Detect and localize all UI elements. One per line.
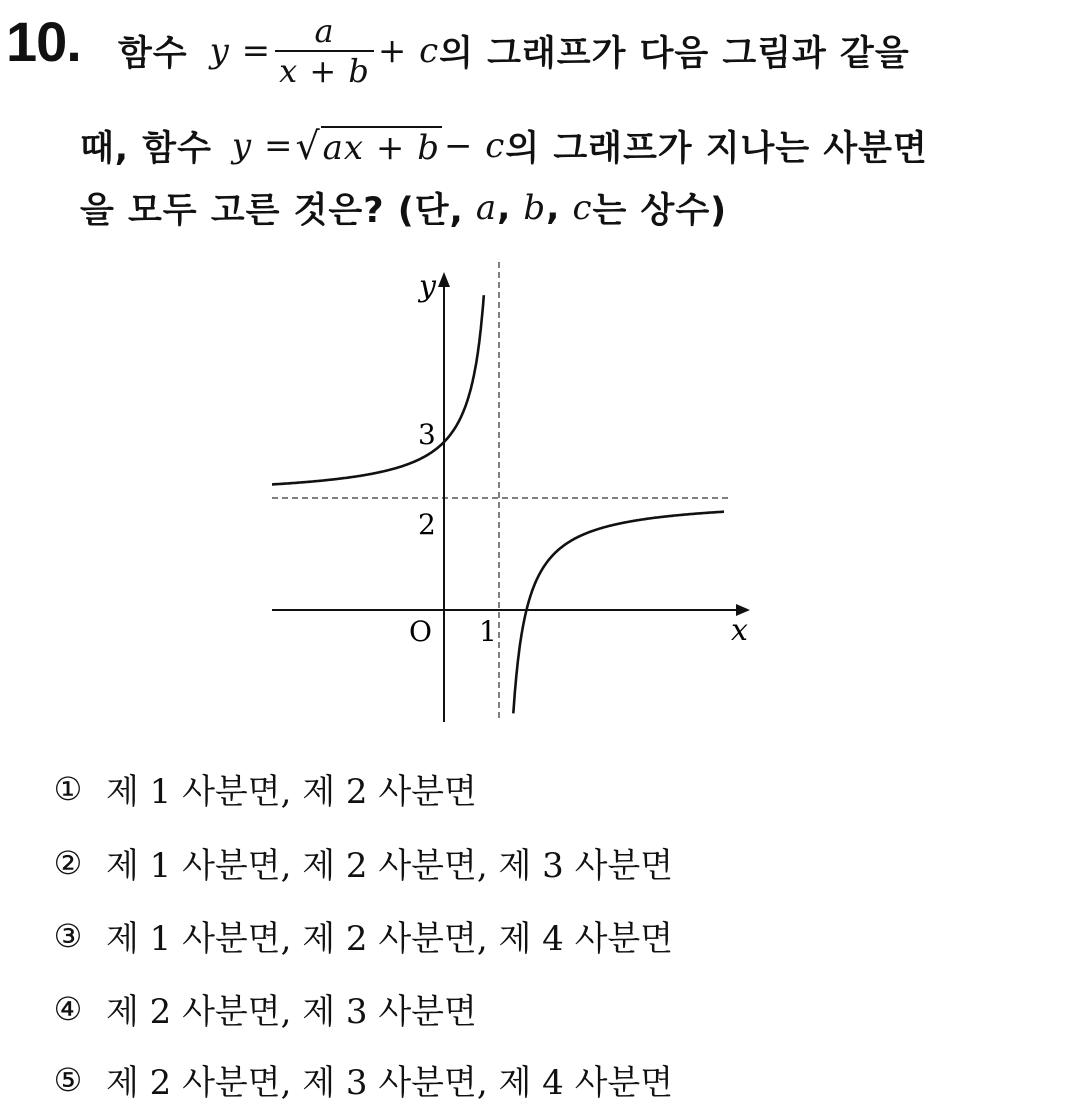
- separator: ,: [497, 188, 512, 228]
- fraction-numerator: a: [314, 12, 335, 50]
- choice-text: 제 1 사분면, 제 2 사분면, 제 3 사분면: [106, 846, 674, 886]
- question-number: 10.: [6, 10, 81, 73]
- x-axis-label: x: [731, 613, 748, 648]
- var-b: b: [523, 188, 547, 228]
- radical-sign: √: [295, 124, 321, 168]
- choice-text: 제 1 사분면, 제 2 사분면: [106, 772, 477, 812]
- y-tick-label-2: 2: [418, 508, 436, 541]
- answer-choice[interactable]: [40, 764, 477, 813]
- choice-number: ②: [53, 843, 83, 882]
- question-text: 는 상수): [592, 191, 728, 231]
- answer-choice[interactable]: [40, 838, 673, 887]
- equation-plus-c: + c: [377, 31, 440, 71]
- choice-text: 제 2 사분면, 제 3 사분면, 제 4 사분면: [106, 1063, 674, 1103]
- equation-minus-c: − c: [443, 126, 506, 166]
- answer-choice[interactable]: [40, 911, 673, 960]
- separator: ,: [546, 188, 561, 228]
- question-text: 때, 함수: [80, 129, 212, 169]
- question-text: 의 그래프가 지나는 사분면: [505, 129, 928, 169]
- origin-label: O: [409, 615, 432, 648]
- answer-choice[interactable]: [40, 1055, 673, 1104]
- curve-right-branch: [513, 512, 724, 714]
- question-text: 을 모두 고른 것은? (단,: [80, 191, 464, 231]
- y-tick-label-3: 3: [418, 418, 436, 451]
- x-tick-label-1: 1: [479, 615, 497, 648]
- choice-number: ①: [53, 769, 83, 808]
- question-text: 의 그래프가 다음 그림과 같을: [439, 34, 910, 74]
- choice-number: ④: [53, 989, 83, 1028]
- var-a: a: [475, 188, 498, 228]
- equation-y: y =: [231, 126, 294, 166]
- choice-number: ⑤: [53, 1060, 83, 1099]
- question-text: 함수: [118, 34, 188, 74]
- choice-text: 제 2 사분면, 제 3 사분면: [106, 992, 477, 1032]
- equation-y: y =: [209, 31, 272, 71]
- y-axis-arrow-icon: [438, 272, 450, 287]
- y-axis-label: y: [419, 269, 436, 304]
- choice-number: ③: [53, 916, 83, 955]
- curve-left-branch: [272, 295, 484, 484]
- choice-text: 제 1 사분면, 제 2 사분면, 제 4 사분면: [106, 919, 674, 959]
- answer-choice[interactable]: [40, 984, 477, 1033]
- fraction-denominator: x + b: [279, 52, 370, 90]
- radicand: ax + b: [322, 128, 440, 168]
- var-c: c: [572, 188, 593, 228]
